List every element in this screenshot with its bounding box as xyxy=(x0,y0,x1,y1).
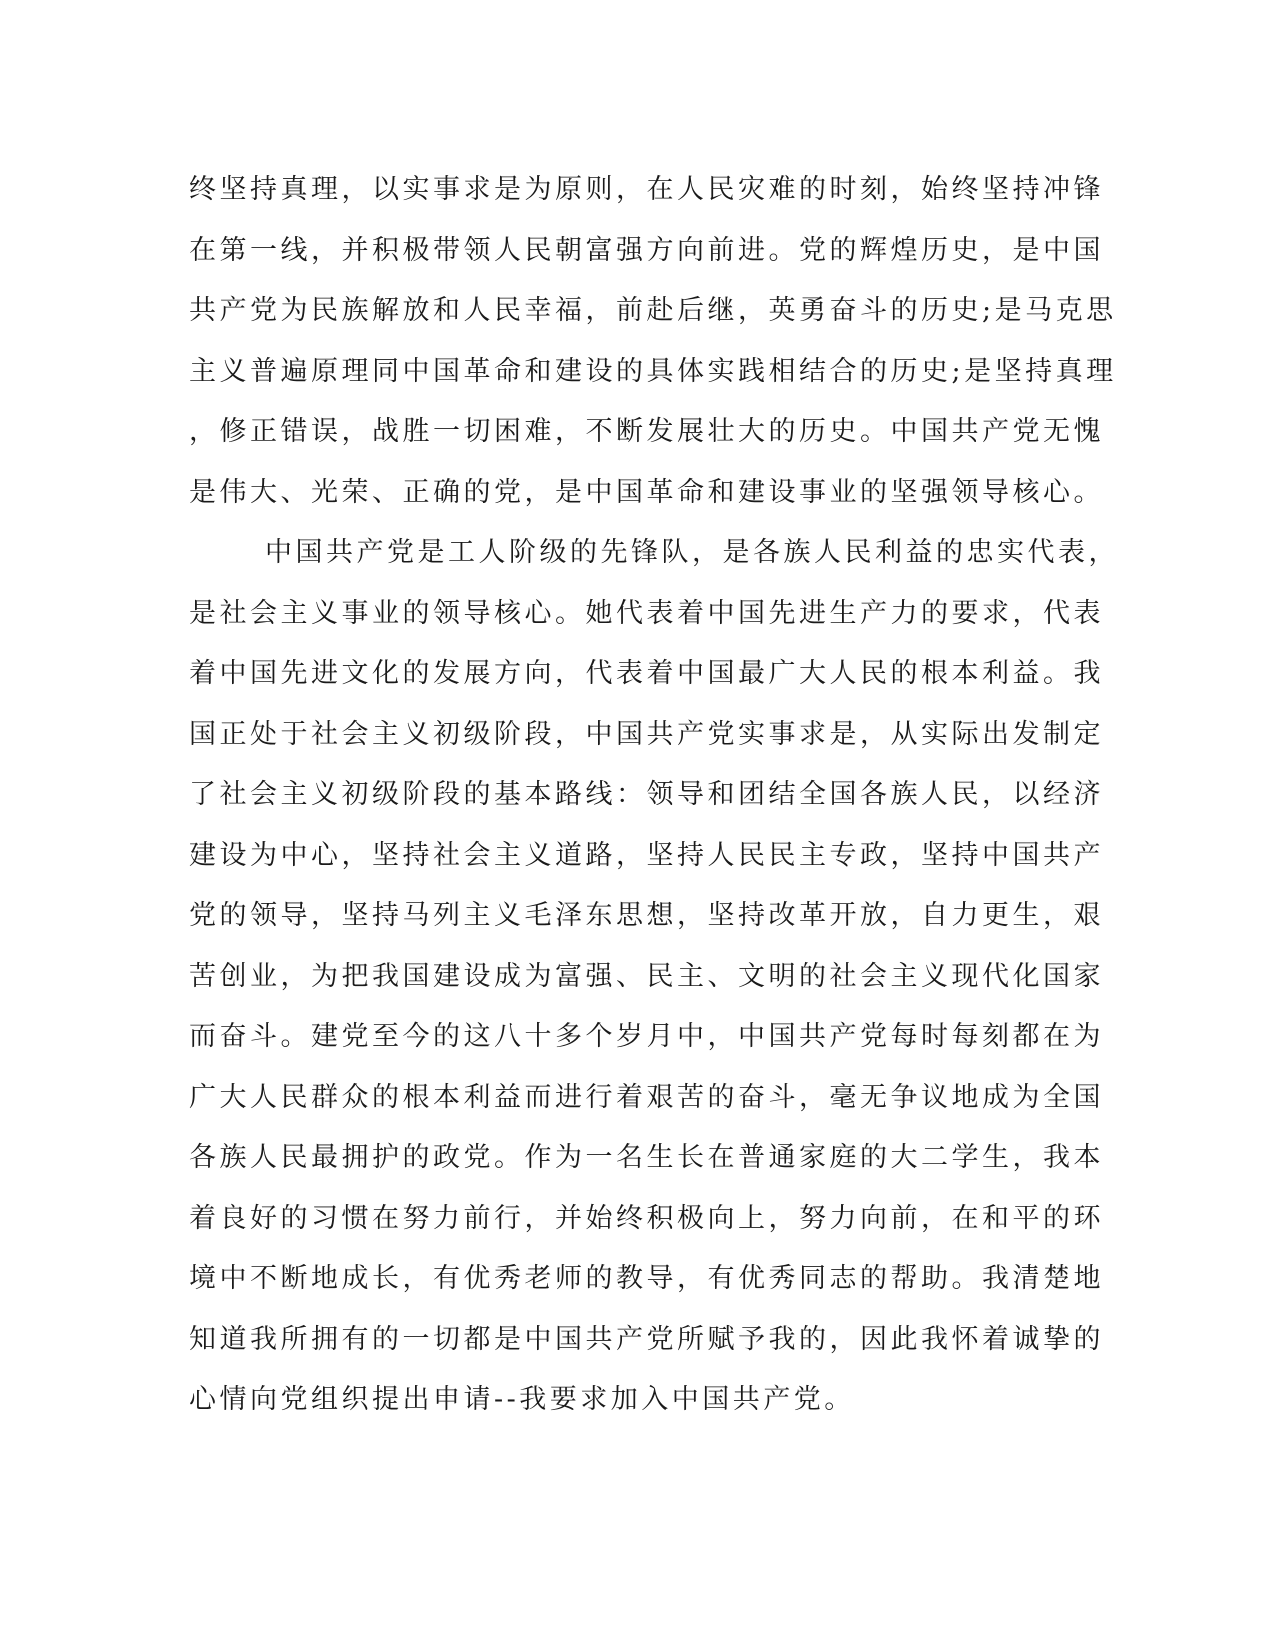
text-line: 境中不断地成长，有优秀老师的教导，有优秀同志的帮助。我清楚地 xyxy=(189,1263,1104,1294)
text-line: ，修正错误，战胜一切困难，不断发展壮大的历史。中国共产党无愧 xyxy=(189,416,1104,447)
text-line: 着中国先进文化的发展方向，代表着中国最广大人民的根本利益。我 xyxy=(189,658,1104,689)
text-line: 广大人民群众的根本利益而进行着艰苦的奋斗，毫无争议地成为全国 xyxy=(189,1081,1104,1113)
body-text xyxy=(189,160,1119,1431)
paragraph-2 xyxy=(189,523,1119,1431)
text-line: 苦创业，为把我国建设成为富强、民主、文明的社会主义现代化国家 xyxy=(189,960,1104,992)
text-line: 中国共产党是工人阶级的先锋队，是各族人民利益的忠实代表， xyxy=(265,537,1119,568)
text-line: 了社会主义初级阶段的基本路线：领导和团结全国各族人民，以经济 xyxy=(189,779,1104,810)
text-line: 在第一线，并积极带领人民朝富强方向前进。党的辉煌历史，是中国 xyxy=(189,234,1104,266)
text-line: 建设为中心，坚持社会主义道路，坚持人民民主专政，坚持中国共产 xyxy=(189,839,1104,871)
text-line: 共产党为民族解放和人民幸福，前赴后继，英勇奋斗的历史;是马克思 xyxy=(189,295,1117,326)
text-line: 主义普遍原理同中国革命和建设的具体实践相结合的历史;是坚持真理 xyxy=(189,355,1117,387)
text-line: 党的领导，坚持马列主义毛泽东思想，坚持改革开放，自力更生，艰 xyxy=(189,900,1104,931)
text-line: 是社会主义事业的领导核心。她代表着中国先进生产力的要求，代表 xyxy=(189,597,1104,629)
text-line: 而奋斗。建党至今的这八十多个岁月中，中国共产党每时每刻都在为 xyxy=(189,1021,1104,1052)
text-line: 着良好的习惯在努力前行，并始终积极向上，努力向前，在和平的环 xyxy=(189,1202,1104,1234)
text-line: 心情向党组织提出申请--我要求加入中国共产党。 xyxy=(189,1384,855,1415)
text-line: 知道我所拥有的一切都是中国共产党所赋予我的，因此我怀着诚挚的 xyxy=(189,1323,1104,1355)
text-line: 是伟大、光荣、正确的党，是中国革命和建设事业的坚强领导核心。 xyxy=(189,476,1104,508)
text-line: 终坚持真理，以实事求是为原则，在人民灾难的时刻，始终坚持冲锋 xyxy=(189,174,1104,205)
text-line: 国正处于社会主义初级阶段，中国共产党实事求是，从实际出发制定 xyxy=(189,718,1104,750)
paragraph-1 xyxy=(189,160,1117,523)
text-line: 各族人民最拥护的政党。作为一名生长在普通家庭的大二学生，我本 xyxy=(189,1142,1104,1173)
